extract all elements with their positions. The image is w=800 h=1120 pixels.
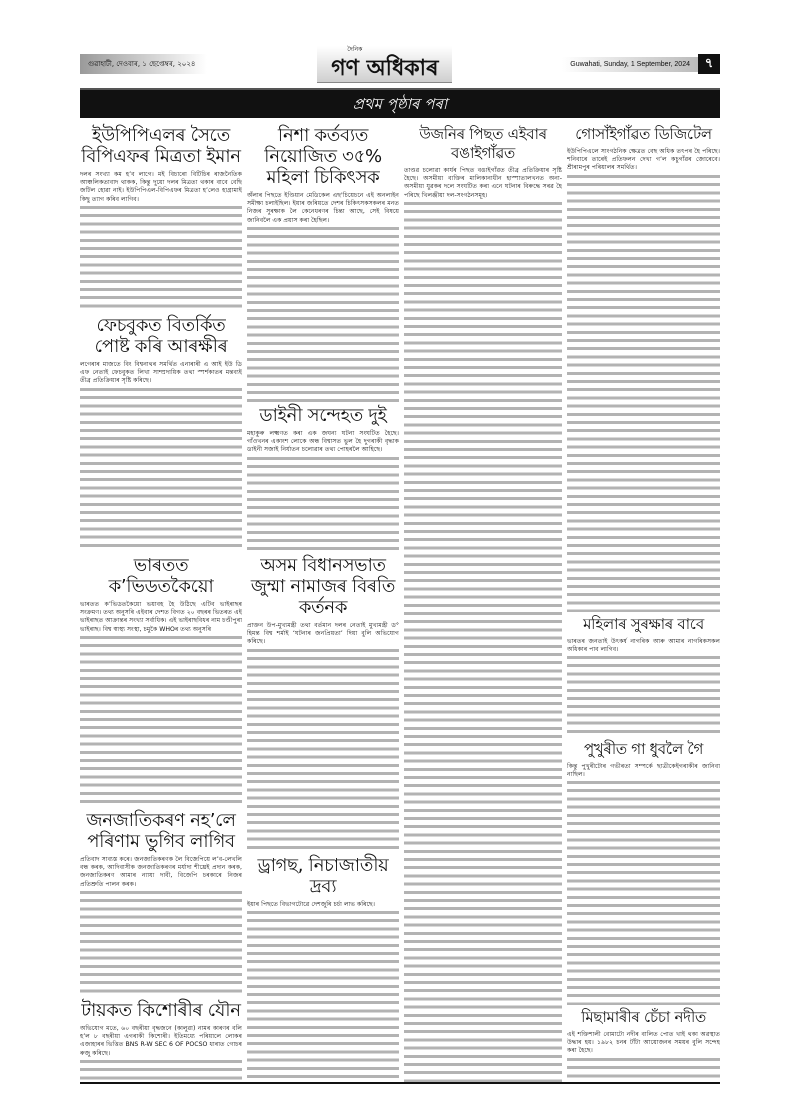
headline: অসম বিধানসভাত জুম্মা নামাজৰ বিৰতি কৰ্তনক bbox=[250, 555, 396, 618]
headline: গোসাঁইগাঁৱত ডিজিটেল bbox=[575, 125, 712, 143]
article-upp bbox=[80, 122, 242, 312]
text-lines bbox=[247, 909, 399, 1082]
article-body: ভাৰতৰ জনতাই উৎকৰ্ষ নাগৰিক আৰু আমাৰ নাগৰিকসকল অধিকাৰ পাব লাগিব। bbox=[567, 638, 720, 654]
article-body: অভিযোগ মতে, ৬০ বছৰীয়া বৃদ্ধজনে (কালুৱা) নামৰ কাৰণৰ বলি হ’ল ৮ বছৰীয়া এগৰাকী কিশোৰী। ইতিমধ্যে পৰিয়ালে লোকৰ এজাহাৰৰ ভিত্তিত BNS R-W SEC 6 OF POCSO ধাৰাত গোচৰ ৰুজু কৰিছে। bbox=[80, 1025, 242, 1057]
article-bongaigaon bbox=[404, 122, 562, 1082]
article-body: কিন্তু পুখুৰীটোৰ গভীৰতা সম্পৰ্কে ছাত্ৰীকেইগৰাকীৰ জানিবা নাছিল। bbox=[567, 763, 720, 779]
article-pond bbox=[567, 737, 720, 1005]
text-lines bbox=[80, 386, 242, 552]
headline: টায়কত কিশোৰীৰ যৌন bbox=[81, 1000, 241, 1021]
article-body: ভাৰতত ক’ভিডতকৈয়ো ভয়াবহ হৈ উঠিছে এটিব ভাইৰাছৰ সংক্ৰমণ। তথ্য অনুসৰি এইবাৰ দেশত বিগত ২০ বছৰৰ ভিতৰত এই ভাইৰাছত আক্ৰান্তৰ সংখ্যা সৰ্বাধিক। এই ভাইৰাছবিধৰ নাম চণ্ডীপুৰা ভাইৰাছ। বিশ্ব স্বাস্থ্য সংস্থা, চমুকৈ WHOৰ তথ্য অনুসৰি bbox=[80, 601, 242, 633]
newspaper-logo bbox=[317, 46, 452, 83]
headline: পুখুৰীত গা ধুবলৈ গৈ bbox=[583, 740, 704, 758]
newspaper-page bbox=[80, 44, 720, 1084]
text-lines bbox=[567, 1056, 720, 1082]
headline: জনজাতিকৰণ নহ’লে পৰিণাম ভুগিব লাগিব bbox=[86, 810, 236, 852]
article-body: এই শক্তিশালী বোমাটো নদীৰ বালিত পোত খাই থকা অৱস্থাত উদ্ধাৰ হয়। ১৯৮২ চনৰ টাঁটা আয়োজনৰ সময়ৰ বুলি সন্দেহ কৰা হৈছে। bbox=[567, 1031, 720, 1055]
article-tribal bbox=[80, 807, 242, 997]
date-assamese: গুৱাহাটী, দেওবাৰ, ১ ছেপ্তেম্বৰ, ২০২৪ bbox=[80, 54, 207, 74]
masthead bbox=[80, 44, 720, 84]
headline: ডাইনী সন্দেহত দুই bbox=[259, 405, 387, 426]
text-lines bbox=[80, 1058, 242, 1082]
text-lines bbox=[567, 779, 720, 1005]
text-lines bbox=[567, 173, 720, 612]
article-witch bbox=[247, 402, 399, 552]
headline: নিশা কৰ্তব্যত নিয়োজিত ৩৫% মহিলা চিকিৎসক bbox=[264, 125, 382, 188]
article-body: প্ৰাক্তন উপ-মুখ্যমন্ত্ৰী তথা বৰ্তমান দলৰ নেতাই মুখ্যমন্ত্ৰী ড° হিমন্ত বিশ্ব শৰ্মাই ‘ঘটনাৰ জনপ্ৰিয়তা’ দিয়া বুলি অভিযোগ কৰিছে। bbox=[247, 622, 399, 646]
article-women bbox=[567, 612, 720, 737]
date-english: Guwahati, Sunday, 1 September, 2024 bbox=[562, 57, 698, 72]
text-lines bbox=[247, 455, 399, 552]
text-lines bbox=[80, 634, 242, 807]
article-teen bbox=[80, 997, 242, 1082]
article-body: ইউপিপিএলে সাংগঠনিক ক্ষেত্ৰত বেছ অধিক তৎপৰ হৈ পৰিছে। শনিবাৰে তাৰেই প্ৰতিফলন দেখা গ’ল কচুগাঁৱৰ জোৰেবে। শ্ৰীৰামপুৰ পৰিয়ালৰ সমৰ্থিত। bbox=[567, 148, 720, 172]
article-gossaigaon bbox=[567, 122, 720, 612]
text-lines bbox=[247, 647, 399, 852]
article-body: লগেৰাৰ মাজতে বিং বিশ্বনাথৰ সমৰ্থিত এনাৰাৰী এ আই ইউ ডি এফ নেতাই ফেচবুকত লিখা সাম্প্ৰদায়িক তথা স্পৰ্শকাতৰ মন্তব্যই তীব্ৰ প্ৰতিক্ৰিয়াৰ সৃষ্টি কৰিছে। bbox=[80, 361, 242, 385]
article-river bbox=[567, 1005, 720, 1082]
text-lines bbox=[567, 654, 720, 737]
article-body: ইয়াৰ পিছতে বিভাগটোৱে দেশজুৰি চৰ্চা লাভ কৰিছে। bbox=[247, 901, 375, 908]
article-doctors bbox=[247, 122, 399, 402]
article-body: মহাকুৰু লক্ষ্মণত কৰা এক জঘন্য ঘটনা সংঘটিত হৈছে। গাঁওখনৰ একাংশ লোকে অন্ধ বিশ্বাসত ভুল হৈ দুগৰাকী বৃদ্ধাক ডাইনী সজাই নিৰ্যাতন চলোৱাৰ তথ্য পোহৰলৈ আহিছে। bbox=[247, 430, 399, 454]
page-number: ৭ bbox=[698, 54, 720, 74]
text-lines bbox=[80, 204, 242, 312]
headline: মহিলাৰ সুৰক্ষাৰ বাবে bbox=[583, 615, 704, 633]
headline: ভাৰতত ক’ভিডতকৈয়ো bbox=[108, 555, 214, 597]
headline: উজনিৰ পিছত এইবাৰ বঙাইগাঁৱত bbox=[419, 125, 547, 162]
article-covid bbox=[80, 552, 242, 807]
article-body: অঁলাৰ পিছতে ইণ্ডিয়ান মেডিকেল এছ'চিয়েচনে এই অনলাইন সমীক্ষা চলাইছিল। ইয়াৰ জৰিয়তে দেশৰ চিকিৎসকসকলৰ মনত নিজৰ সুৰক্ষাক লৈ কেনেধৰণৰ চিন্তা আছে, সেই বিষয়ে জানিবলৈ এক প্ৰয়াস কৰা হৈছিল। bbox=[247, 192, 399, 224]
headline: মিছামাৰীৰ চেঁচা নদীত bbox=[581, 1008, 706, 1026]
logo-text: গণ অধিকাৰ bbox=[331, 54, 439, 81]
text-lines bbox=[404, 200, 562, 1082]
article-body: তাণ্ডৱ চলোৱা কাৰ্যৰ পিছত বঙাইগাঁৱত তীব্ৰ প্ৰতিক্ৰিয়াৰ সৃষ্টি হৈছে। অসমীয়া ব্যক্তিৰ মালিকানাধীন হাস্পাতালখনত অনা-অসমীয়া যুৱকৰ দলে সংঘটিত কৰা এনে ঘটনাৰ বিৰুদ্ধে সৰৱ হৈ পৰিছে খিলঞ্জীয়া দল-সংগঠনসমূহ। bbox=[404, 167, 562, 199]
headline: ফেচবুকত বিতৰ্কিত পোষ্ট কৰি আৰক্ষীৰ bbox=[94, 315, 228, 357]
headline: ড্ৰাগছ, নিচাজাতীয় দ্ৰব্য bbox=[257, 855, 389, 897]
headline: ইউপিপিএলৰ সৈতে বিপিএফৰ মিত্ৰতা ইমান bbox=[81, 125, 241, 167]
logo-tagline: দৈনিক bbox=[347, 45, 363, 53]
article-body: দলৰ সংখ্যা কম হ’ব লাগে। মই বিচাৰো বিটিচিৰ ৰাজনৈতিক আঞ্চলিকতাবাদ থাকক, কিন্তু দুয়ো দলৰ মিত্ৰতা থকাৰ বাবে বেছি জটিল হোৱা নাই। ইউপিপিএল-বিপিএফৰ মিত্ৰতা হ’লেও হাগ্ৰামাই কিছু ত্যাগ কৰিব লাগিব। bbox=[80, 171, 242, 203]
article-namaz bbox=[247, 552, 399, 852]
section-band: প্ৰথম পৃষ্ঠাৰ পৰা bbox=[80, 88, 720, 118]
text-lines bbox=[80, 889, 242, 997]
text-lines bbox=[247, 225, 399, 402]
article-drugs bbox=[247, 852, 399, 1082]
article-facebook bbox=[80, 312, 242, 552]
article-body: প্ৰতিবাদ সাব্যস্ত কৰে। জনজাতিকৰণক লৈ বিজেপিয়ে ল’ব-লেখলি বন্ধ কৰক, আদিবাসীক জনজাতিকৰণৰ মৰ্যাদা শীঘ্ৰেই প্ৰদান কৰক, জনজাতিকৰণ আমাৰ ন্যায্য দাবী, বিজেপি চৰকাৰে নিজৰ প্ৰতিশ্ৰুতি পালন কৰক। bbox=[80, 856, 242, 888]
